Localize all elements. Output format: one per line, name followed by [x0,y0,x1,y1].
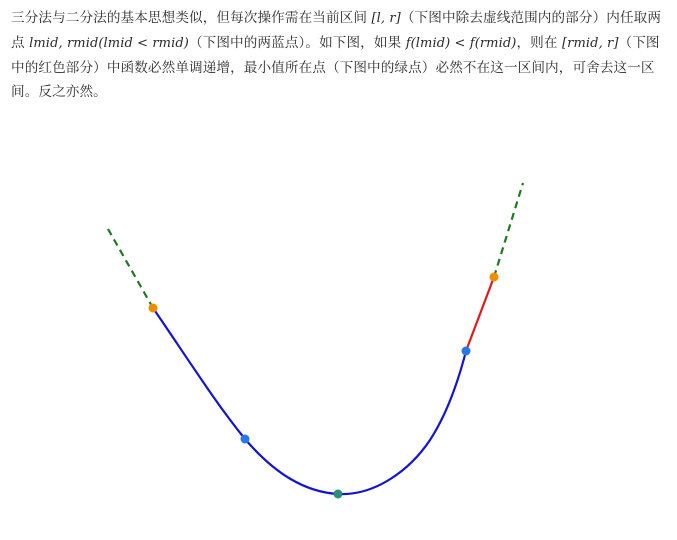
right-endpoint-point [490,273,499,282]
math-lmid-rmid: lmid, rmid(lmid < rmid) [29,36,189,51]
dashed-right-extension [494,183,523,277]
text-segment-5: （下图中的红色部分）中函数必然单调递增，最小值所在点（下图中的绿点）必然不在这一区间内，可舍去这一区间。反之亦然。 [11,35,660,100]
discarded-segment [466,277,494,351]
rmid-point [462,347,471,356]
minimum-point [334,490,343,499]
function-curve [153,308,466,494]
text-segment-2: （下图中除去虚线范围内的部分）内任取两点 [11,10,662,51]
ternary-search-diagram [0,150,677,540]
math-interval-rmid-r: [rmid, r] [561,36,619,51]
left-endpoint-point [149,304,158,313]
dashed-left-extension [108,229,153,308]
math-interval-l-r: [l, r] [371,11,401,26]
text-segment-4: ，则在 [516,35,562,51]
text-segment-3: （下图中的两蓝点）。如下图，如果 [188,35,406,51]
math-f-comparison: f(lmid) < f(rmid) [405,36,517,51]
explanation-paragraph [11,6,673,104]
lmid-point [241,435,250,444]
text-segment-1: 三分法与二分法的基本思想类似，但每次操作需在当前区间 [11,10,372,26]
